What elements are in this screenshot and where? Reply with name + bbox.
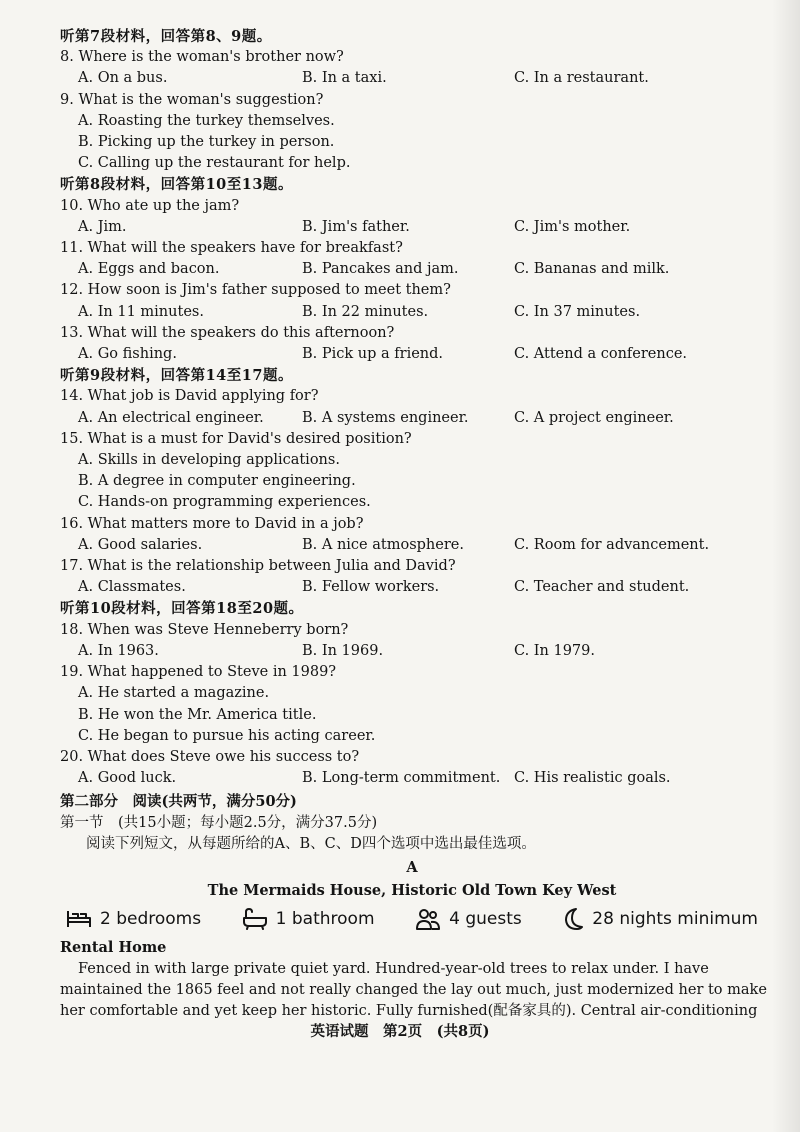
reading-instruction: 阅读下列短文，从每题所给的A、B、C、D四个选项中选出最佳选项。 [86,835,536,852]
option-b: B. A systems engineer. [302,409,469,426]
question-12: 12. How soon is Jim's father supposed to meet them? [60,282,451,299]
options-q8 [60,68,764,89]
option-a: A. Good salaries. [78,536,203,553]
bed-icon [66,909,92,929]
option-b: B. Picking up the turkey in person. [78,134,335,151]
question-14: 14. What job is David applying for? [60,388,319,405]
option-b: B. Long-term commitment. [302,770,501,787]
options-q11 [60,259,764,280]
question-13: 13. What will the speakers do this afternoon? [60,324,395,341]
option-c: C. Teacher and student. [514,579,690,596]
exam-content [60,26,767,1022]
part-two-title: 第二部分 阅读(共两节，满分50分) [60,793,297,811]
section-one-title: 第一节 (共15小题；每小题2.5分，满分37.5分) [60,814,378,831]
question-17: 17. What is the relationship between Julia and David? [60,558,456,575]
option-b: B. A degree in computer engineering. [78,473,356,490]
feature-bedrooms [66,909,201,930]
passage-letter: A [406,858,418,876]
option-a: A. In 11 minutes. [78,303,204,320]
options-q15 [60,450,764,514]
option-a: A. An electrical engineer. [78,409,264,426]
feature-bathrooms [242,908,375,930]
options-q10 [60,217,764,238]
question-20: 20. What does Steve owe his success to? [60,748,360,765]
feature-label: 1 bathroom [275,908,375,929]
question-9: 9. What is the woman's suggestion? [60,91,324,108]
option-b: B. He won the Mr. America title. [78,706,317,723]
listening-heading-9: 听第9段材料，回答第14至17题。 [60,367,293,385]
question-18: 18. When was Steve Henneberry born? [60,621,349,638]
option-c: C. In a restaurant. [514,70,649,87]
options-q19 [60,683,764,747]
option-c: C. Bananas and milk. [514,261,670,278]
options-q16 [60,535,764,556]
question-8: 8. Where is the woman's brother now? [60,49,344,66]
option-a: A. He started a magazine. [78,685,270,702]
options-q13 [60,344,764,365]
options-q14 [60,408,764,429]
rental-home-subheading: Rental Home [60,939,167,957]
options-q18 [60,641,764,662]
options-q20 [60,768,764,789]
options-q17 [60,577,764,598]
feature-minimum-nights [562,907,758,931]
option-c: C. He began to pursue his acting career. [78,727,376,744]
feature-label: 28 nights minimum [592,908,758,929]
option-b: B. Pick up a friend. [302,346,444,363]
feature-label: 4 guests [449,908,522,929]
guests-icon [415,908,441,930]
passage-title: The Mermaids House, Historic Old Town Key West [207,882,617,900]
option-b: B. Jim's father. [302,218,410,235]
option-c: C. Room for advancement. [514,536,710,553]
option-c: C. Calling up the restaurant for help. [78,155,351,172]
listing-features [66,907,758,931]
option-a: A. Go fishing. [78,346,177,363]
options-q9 [60,111,764,175]
option-c: C. Hands-on programming experiences. [78,494,371,511]
option-b: B. Pancakes and jam. [302,261,459,278]
paragraph-line: her comfortable and yet keep her historic. Fully furnished(配备家具的). Central air-conditioning [60,1002,758,1019]
option-b: B. A nice atmosphere. [302,536,464,553]
question-10: 10. Who ate up the jam? [60,197,240,214]
moon-icon [562,907,584,931]
question-16: 16. What matters more to David in a job? [60,515,364,532]
option-b: B. In 22 minutes. [302,303,429,320]
feature-label: 2 bedrooms [100,908,202,929]
question-11: 11. What will the speakers have for breakfast? [60,240,403,257]
page-footer: 英语试题 第2页 (共8页) [310,1023,490,1040]
option-c: C. A project engineer. [514,409,674,426]
option-a: A. Eggs and bacon. [78,261,220,278]
option-a: A. Roasting the turkey themselves. [78,112,335,129]
question-19: 19. What happened to Steve in 1989? [60,664,337,681]
bathtub-icon [242,908,268,930]
scan-edge-shadow [772,0,800,1132]
option-c: C. Attend a conference. [514,346,688,363]
question-15: 15. What is a must for David's desired position? [60,430,412,447]
option-a: A. Skills in developing applications. [78,452,340,469]
option-a: A. Good luck. [78,770,177,787]
option-c: C. In 37 minutes. [514,303,641,320]
passage-paragraph [60,959,767,1023]
option-b: B. In a taxi. [302,70,387,87]
option-c: C. His realistic goals. [514,770,671,787]
option-c: C. In 1979. [514,642,595,659]
option-c: C. Jim's mother. [514,218,631,235]
listening-heading-7: 听第7段材料，回答第8、9题。 [60,28,272,45]
option-a: A. In 1963. [78,642,159,659]
option-a: A. On a bus. [78,70,168,87]
paragraph-line: maintained the 1865 feel and not really changed the lay out much, just modernized her to make [60,981,767,998]
option-b: B. Fellow workers. [302,579,440,596]
listening-heading-8: 听第8段材料，回答第10至13题。 [60,176,293,194]
option-b: B. In 1969. [302,642,384,659]
options-q12 [60,302,764,323]
paragraph-line: Fenced in with large private quiet yard. Hundred-year-old trees to relax under. I have [78,960,709,977]
option-a: A. Classmates. [78,579,186,596]
listening-heading-10: 听第10段材料，回答第18至20题。 [60,600,304,618]
option-a: A. Jim. [78,218,127,235]
feature-guests [415,908,522,930]
